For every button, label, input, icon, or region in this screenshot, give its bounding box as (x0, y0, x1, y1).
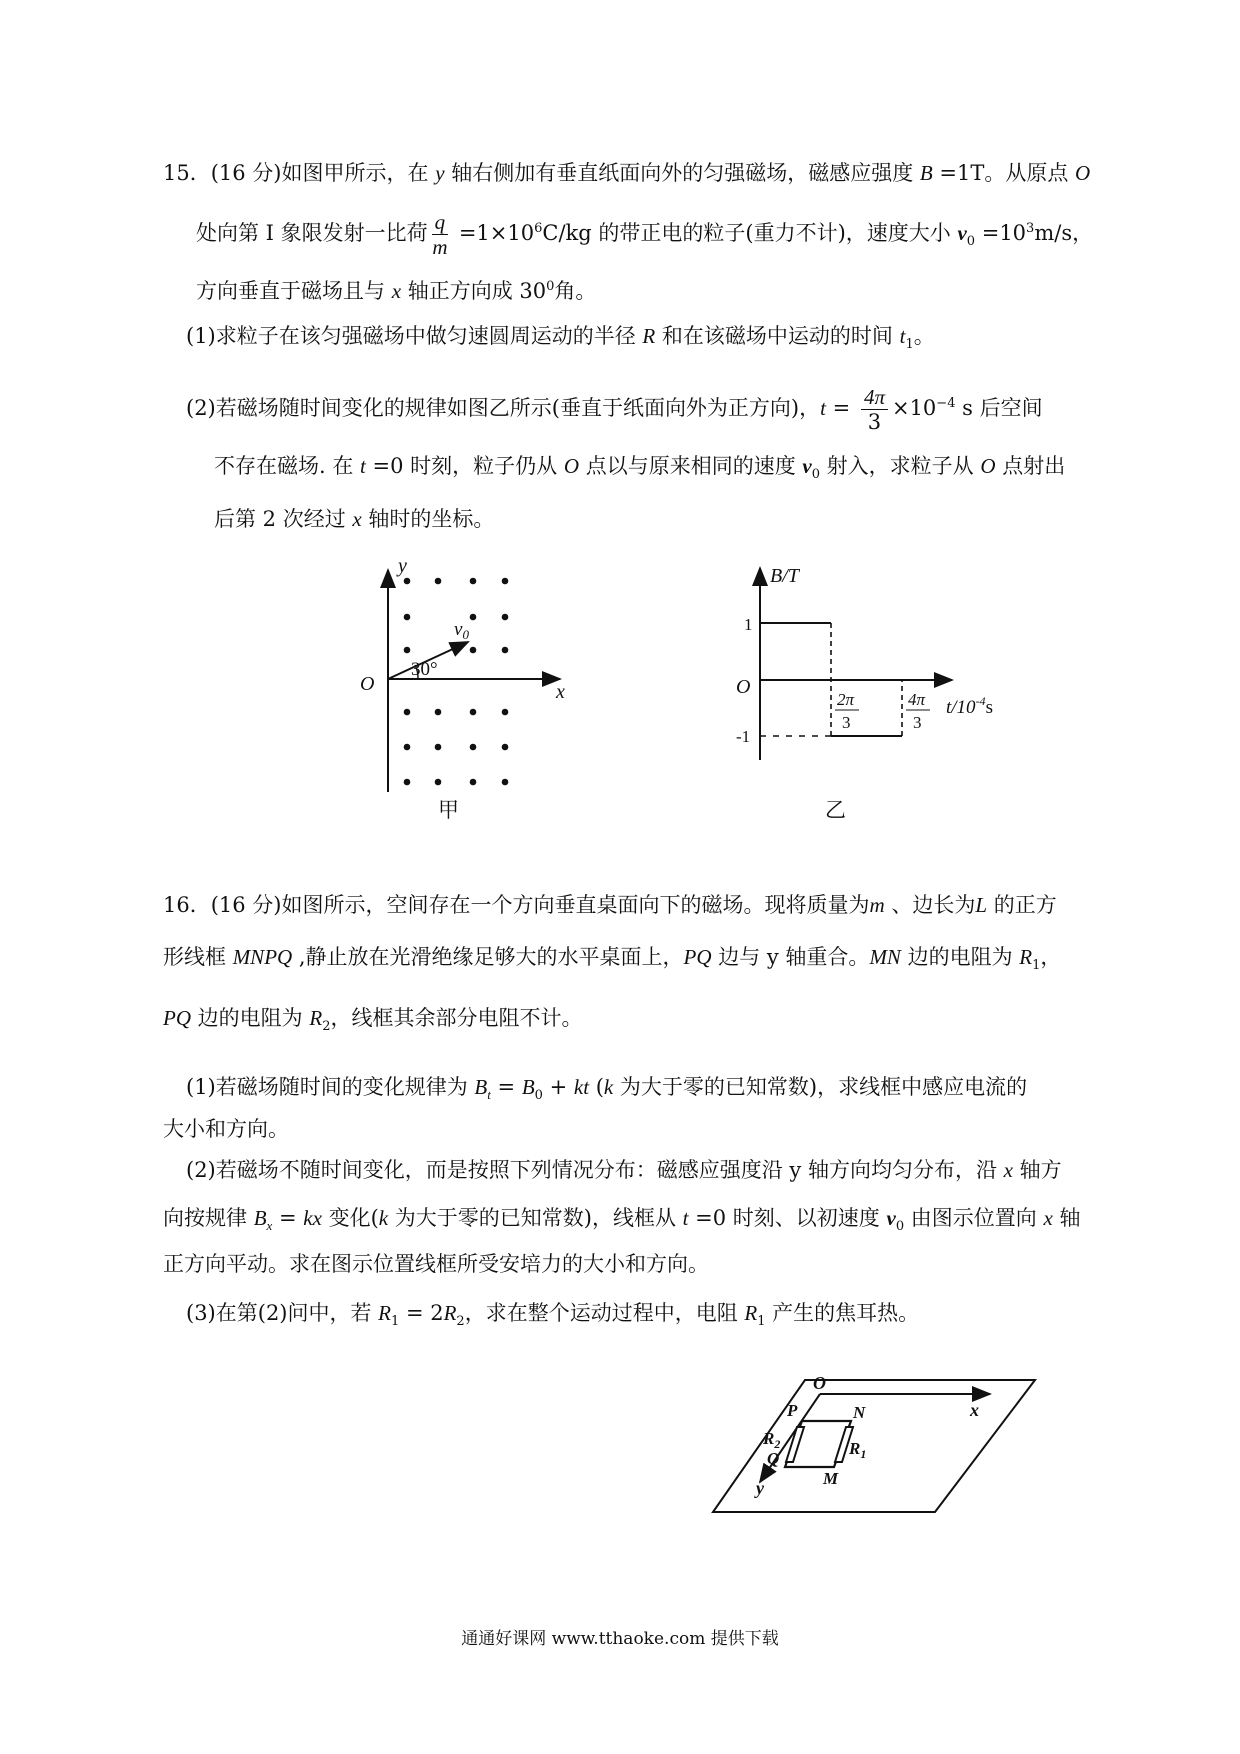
field-dot (502, 647, 509, 654)
field-dot (502, 779, 509, 786)
field-dot (502, 578, 509, 585)
resistor-r2 (786, 1427, 804, 1462)
field-dot (404, 779, 411, 786)
field-dot (435, 744, 442, 751)
tick1-denominator: 3 (842, 713, 851, 732)
field-dot (470, 614, 477, 621)
figure-jia (360, 555, 570, 822)
field-dot (502, 744, 509, 751)
label-P: P (787, 1401, 798, 1420)
label-y: y (756, 1478, 764, 1498)
tick2-denominator: 3 (913, 713, 922, 732)
q15-part2-line3: 后第 2 次经过 x 轴时的坐标。 (214, 507, 495, 531)
label-R1: $R_1$ (849, 1439, 867, 1461)
q15-line3: 方向垂直于磁场且与 x 轴正方向成 $30^0$角。 (196, 279, 597, 303)
figure-jia-caption: 甲 (438, 798, 459, 822)
q15-part1: (1)求粒子在该匀强磁场中做匀速圆周运动的半径 R 和在该磁场中运动的时间 $t_1$。 (186, 324, 935, 353)
field-dot (502, 614, 509, 621)
q15-part2-line2: 不存在磁场. 在 t =0 时刻，粒子仍从 O 点以与原来相同的速度 $v_0$ 射入，求粒子从 O 点射出 (214, 454, 1066, 483)
label-Q: Q (767, 1449, 780, 1468)
label-O: O (813, 1373, 826, 1393)
field-dot (470, 578, 477, 585)
q16-part2-line2: 向按规律 $B_x$ = kx 变化(k 为大于零的已知常数)，线框从 t =0 时刻、以初速度 $v_0$ 由图示位置向 x 轴 (163, 1206, 1081, 1235)
field-dot (435, 779, 442, 786)
t-axis-label: $t/10^{-4}s$ (946, 694, 993, 718)
field-dot (404, 647, 411, 654)
origin-label: O (736, 676, 751, 698)
q16-part2-line3: 正方向平动。求在图示位置线框所受安培力的大小和方向。 (163, 1252, 709, 1276)
q15-part2: (2)若磁场随时间变化的规律如图乙所示(垂直于纸面向外为正方向)，t = $\frac{4\pi}{3}$ $\times 10^{-4}$ s 后空间 (186, 385, 1043, 434)
tick1-numerator: 2π (837, 690, 855, 709)
tick2-numerator: 4π (908, 690, 926, 709)
y-axis-label: y (398, 555, 407, 577)
minus-one-tick: -1 (736, 727, 751, 746)
q16-line2: 形线框 MNPQ ,静止放在光滑绝缘足够大的水平桌面上，PQ 边与 y 轴重合。MN 边的电阻为 $R_1$， (163, 945, 1062, 974)
x-axis-label: x (556, 681, 565, 703)
label-R2: $R_2$ (763, 1429, 781, 1451)
q16-part3: (3)在第(2)问中，若 $R_1 = 2R_2$，求在整个运动过程中，电阻 $R_1$ 产生的焦耳热。 (186, 1301, 920, 1330)
field-dot (404, 614, 411, 621)
q15-line2: 处向第 I 象限发射一比荷 $\frac{q}{m}$ $=1\times 10^6C/kg$ 的带正电的粒子(重力不计)，速度大小 $v_0 =10^3m/s$， (196, 210, 1094, 259)
q16-part2: (2)若磁场不随时间变化，而是按照下列情况分布：磁感应强度沿 y 轴方向均匀分布，沿 x 轴方 (186, 1158, 1062, 1182)
figure-yi (720, 560, 1010, 820)
field-dot (435, 578, 442, 585)
figure-yi-caption: 乙 (825, 798, 846, 822)
field-dot (470, 709, 477, 716)
field-dot (470, 779, 477, 786)
q16-part1: (1)若磁场随时间的变化规律为 $B_t = B_0$ + kt (k 为大于零的已知常数)，求线框中感应电流的 (186, 1075, 1028, 1104)
label-x: x (970, 1400, 979, 1420)
q16-line1: 16．(16 分)如图所示，空间存在一个方向垂直桌面向下的磁场。现将质量为m 、边长为L 的正方 (163, 893, 1057, 917)
q16-line3: PQ 边的电阻为 $R_2$，线框其余部分电阻不计。 (163, 1006, 583, 1035)
velocity-label: $v_0$ (454, 619, 469, 642)
label-M: M (823, 1469, 839, 1488)
figure-16 (705, 1372, 1045, 1542)
one-tick: 1 (744, 615, 753, 634)
angle-label: 30° (411, 659, 438, 680)
field-dot (404, 744, 411, 751)
origin-label: O (360, 673, 375, 695)
b-axis-label: B/T (770, 565, 799, 587)
time-fraction: $\frac{4\pi}{3}$ (861, 385, 888, 434)
q16-part1-line2: 大小和方向。 (163, 1117, 289, 1141)
field-dot (502, 709, 509, 716)
field-dot (435, 709, 442, 716)
q15-line1: 15．(16 分)如图甲所示，在 y 轴右侧加有垂直纸面向外的匀强磁场，磁感应强度 B =1T。从原点 O (163, 161, 1091, 185)
label-N: N (853, 1403, 866, 1422)
charge-mass-fraction: $\frac{q}{m}$ (432, 210, 448, 259)
page-footer: 通通好课网 www.tthaoke.com 提供下载 (461, 1629, 779, 1649)
field-dot (404, 709, 411, 716)
field-dot (470, 647, 477, 654)
field-dot (404, 578, 411, 585)
field-dots (404, 578, 509, 786)
field-dot (470, 744, 477, 751)
